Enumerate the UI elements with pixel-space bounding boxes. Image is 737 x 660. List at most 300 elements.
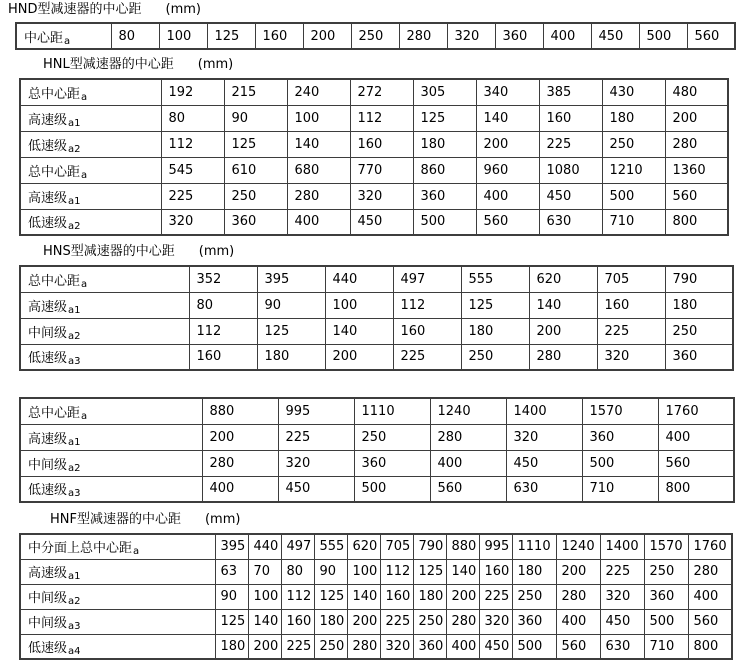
- row-label-subscript: a2: [68, 462, 81, 474]
- section-title-text: HNF型减速器的中心距: [50, 512, 181, 527]
- row-label-subscript: a1: [68, 195, 81, 207]
- value-cell: 340: [476, 79, 539, 105]
- value-cell: 1760: [658, 398, 734, 424]
- row-label-subscript: a2: [68, 143, 81, 155]
- section-title-text: HNS型减速器的中心距: [43, 244, 175, 259]
- value-cell: 180: [257, 344, 325, 370]
- value-cell: 320: [597, 344, 665, 370]
- value-cell: 320: [350, 183, 413, 209]
- row-label-subscript: a: [81, 91, 88, 103]
- value-cell: 450: [479, 634, 512, 659]
- value-cell: 250: [224, 183, 287, 209]
- value-cell: 140: [476, 105, 539, 131]
- row-label-text: 中分面上总中心距: [28, 541, 133, 557]
- value-cell: 90: [224, 105, 287, 131]
- table-row: [20, 344, 733, 370]
- row-label-subscript: a: [81, 169, 88, 181]
- row-label-subscript: a4: [68, 645, 81, 657]
- value-cell: 140: [446, 559, 479, 584]
- row-label: [20, 609, 215, 634]
- row-label-subscript: a2: [68, 221, 81, 233]
- value-cell: 1400: [600, 534, 644, 559]
- value-cell: 1110: [512, 534, 556, 559]
- row-label: [20, 292, 189, 318]
- value-cell: 1570: [644, 534, 688, 559]
- value-cell: 280: [399, 23, 447, 49]
- value-cell: 200: [347, 609, 380, 634]
- row-label-text: 中间级: [28, 591, 68, 606]
- value-cell: 320: [479, 609, 512, 634]
- value-cell: 80: [189, 292, 257, 318]
- value-cell: 180: [512, 559, 556, 584]
- table-row: [20, 634, 732, 659]
- value-cell: 160: [539, 105, 602, 131]
- table-row: [20, 292, 733, 318]
- value-cell: 100: [159, 23, 207, 49]
- value-cell: 250: [461, 344, 529, 370]
- value-cell: 225: [600, 559, 644, 584]
- value-cell: 497: [393, 266, 461, 292]
- table-row: [20, 450, 734, 476]
- row-label-subscript: a1: [68, 436, 81, 448]
- row-label-text: 低速级: [28, 216, 68, 232]
- row-label-text: 总中心距: [28, 164, 81, 180]
- value-cell: 995: [479, 534, 512, 559]
- table-row: [20, 157, 728, 183]
- value-cell: 180: [461, 318, 529, 344]
- value-cell: 360: [224, 209, 287, 235]
- row-label-text: 中心距: [24, 30, 64, 46]
- value-cell: 560: [556, 634, 600, 659]
- row-label: [20, 450, 202, 476]
- value-cell: 360: [644, 584, 688, 609]
- value-cell: 360: [354, 450, 430, 476]
- row-label-text: 中间级: [28, 616, 68, 631]
- value-cell: 400: [476, 183, 539, 209]
- hnd-table: [15, 22, 736, 50]
- section-title-text: HNL型减速器的中心距: [43, 57, 174, 72]
- row-label-text: 总中心距: [28, 273, 81, 289]
- value-cell: 140: [287, 131, 350, 157]
- value-cell: 560: [658, 450, 734, 476]
- value-cell: 280: [446, 609, 479, 634]
- value-cell: 880: [446, 534, 479, 559]
- value-cell: 620: [347, 534, 380, 559]
- row-label: [20, 105, 161, 131]
- row-label-text: 低速级: [28, 138, 68, 154]
- value-cell: 80: [111, 23, 159, 49]
- value-cell: 225: [539, 131, 602, 157]
- value-cell: 555: [314, 534, 347, 559]
- hns-section-title: [43, 244, 737, 259]
- value-cell: 250: [644, 559, 688, 584]
- row-label-text: 总中心距: [28, 405, 81, 421]
- value-cell: 450: [506, 450, 582, 476]
- value-cell: 1760: [688, 534, 732, 559]
- value-cell: 710: [644, 634, 688, 659]
- value-cell: 620: [529, 266, 597, 292]
- value-cell: 770: [350, 157, 413, 183]
- value-cell: 160: [350, 131, 413, 157]
- value-cell: 250: [512, 584, 556, 609]
- value-cell: 250: [665, 318, 733, 344]
- value-cell: 320: [278, 450, 354, 476]
- value-cell: 680: [287, 157, 350, 183]
- value-cell: 880: [202, 398, 278, 424]
- value-cell: 225: [597, 318, 665, 344]
- section-title-unit: (mm): [165, 2, 201, 17]
- value-cell: 400: [658, 424, 734, 450]
- value-cell: 200: [446, 584, 479, 609]
- row-label-text: 中间级: [28, 325, 68, 341]
- value-cell: 400: [430, 450, 506, 476]
- value-cell: 450: [600, 609, 644, 634]
- value-cell: 140: [248, 609, 281, 634]
- value-cell: 125: [257, 318, 325, 344]
- hnf-table: [19, 533, 733, 660]
- value-cell: 180: [413, 131, 476, 157]
- value-cell: 360: [665, 344, 733, 370]
- row-label: [20, 131, 161, 157]
- value-cell: 250: [413, 609, 446, 634]
- value-cell: 180: [665, 292, 733, 318]
- value-cell: 500: [582, 450, 658, 476]
- value-cell: 225: [281, 634, 314, 659]
- row-label-text: 低速级: [28, 351, 68, 367]
- row-label-subscript: a1: [68, 571, 81, 582]
- value-cell: 200: [476, 131, 539, 157]
- value-cell: 80: [161, 105, 224, 131]
- table-row: [20, 266, 733, 292]
- value-cell: 450: [539, 183, 602, 209]
- value-cell: 90: [215, 584, 248, 609]
- row-label: [20, 424, 202, 450]
- value-cell: 790: [665, 266, 733, 292]
- value-cell: 225: [479, 584, 512, 609]
- value-cell: 125: [413, 559, 446, 584]
- value-cell: 280: [688, 559, 732, 584]
- value-cell: 305: [413, 79, 476, 105]
- value-cell: 180: [602, 105, 665, 131]
- value-cell: 360: [495, 23, 543, 49]
- value-cell: 630: [506, 476, 582, 502]
- value-cell: 112: [189, 318, 257, 344]
- value-cell: 215: [224, 79, 287, 105]
- value-cell: 400: [543, 23, 591, 49]
- value-cell: 112: [380, 559, 413, 584]
- row-label-text: 高速级: [28, 190, 68, 206]
- row-label-subscript: a2: [68, 330, 81, 342]
- row-label-subscript: a: [81, 278, 88, 290]
- value-cell: 400: [202, 476, 278, 502]
- value-cell: 280: [202, 450, 278, 476]
- value-cell: 320: [161, 209, 224, 235]
- row-label-text: 低速级: [28, 640, 68, 656]
- value-cell: 1570: [582, 398, 658, 424]
- value-cell: 320: [600, 584, 644, 609]
- table-row: [20, 183, 728, 209]
- table-row: [20, 398, 734, 424]
- value-cell: 1360: [665, 157, 728, 183]
- value-cell: 160: [281, 609, 314, 634]
- section-hns: [0, 244, 737, 371]
- value-cell: 560: [688, 609, 732, 634]
- table-row: [20, 209, 728, 235]
- value-cell: 480: [665, 79, 728, 105]
- document-page: [0, 2, 737, 660]
- row-label: [20, 634, 215, 659]
- value-cell: 1210: [602, 157, 665, 183]
- row-label: [20, 534, 215, 559]
- value-cell: 200: [556, 559, 600, 584]
- value-cell: 125: [224, 131, 287, 157]
- table-row: [20, 534, 732, 559]
- value-cell: 280: [347, 634, 380, 659]
- row-label: [20, 183, 161, 209]
- row-label-text: 高速级: [28, 112, 68, 128]
- value-cell: 200: [202, 424, 278, 450]
- value-cell: 385: [539, 79, 602, 105]
- value-cell: 395: [257, 266, 325, 292]
- row-label: [20, 79, 161, 105]
- value-cell: 320: [380, 634, 413, 659]
- value-cell: 112: [161, 131, 224, 157]
- value-cell: 160: [189, 344, 257, 370]
- row-label: [20, 476, 202, 502]
- value-cell: 360: [413, 634, 446, 659]
- row-label-subscript: a3: [68, 621, 81, 632]
- value-cell: 500: [602, 183, 665, 209]
- value-cell: 112: [350, 105, 413, 131]
- value-cell: 140: [325, 318, 393, 344]
- hnf-section-title: [50, 512, 737, 527]
- value-cell: 400: [688, 584, 732, 609]
- value-cell: 280: [665, 131, 728, 157]
- value-cell: 225: [161, 183, 224, 209]
- value-cell: 160: [380, 584, 413, 609]
- value-cell: 1080: [539, 157, 602, 183]
- value-cell: 500: [413, 209, 476, 235]
- value-cell: 80: [281, 559, 314, 584]
- value-cell: 860: [413, 157, 476, 183]
- value-cell: 630: [600, 634, 644, 659]
- value-cell: 705: [380, 534, 413, 559]
- value-cell: 250: [314, 634, 347, 659]
- row-label-text: 总中心距: [28, 86, 81, 102]
- value-cell: 710: [582, 476, 658, 502]
- row-label: [16, 23, 111, 49]
- value-cell: 225: [380, 609, 413, 634]
- value-cell: 560: [430, 476, 506, 502]
- value-cell: 160: [597, 292, 665, 318]
- table-row: [20, 584, 732, 609]
- value-cell: 450: [350, 209, 413, 235]
- value-cell: 995: [278, 398, 354, 424]
- value-cell: 545: [161, 157, 224, 183]
- row-label-subscript: a: [81, 410, 88, 422]
- section-title-unit: (mm): [198, 244, 235, 259]
- section-hnf: [0, 512, 737, 660]
- row-label: [20, 157, 161, 183]
- row-label: [20, 266, 189, 292]
- row-label: [20, 344, 189, 370]
- value-cell: 125: [215, 609, 248, 634]
- value-cell: 1240: [430, 398, 506, 424]
- value-cell: 560: [665, 183, 728, 209]
- value-cell: 140: [347, 584, 380, 609]
- value-cell: 500: [512, 634, 556, 659]
- value-cell: 192: [161, 79, 224, 105]
- value-cell: 560: [687, 23, 735, 49]
- value-cell: 280: [287, 183, 350, 209]
- row-label: [20, 559, 215, 584]
- row-label-subscript: a3: [68, 488, 81, 500]
- value-cell: 400: [446, 634, 479, 659]
- table-row: [20, 424, 734, 450]
- section-title-text: HND型减速器的中心距: [8, 2, 142, 17]
- value-cell: 1400: [506, 398, 582, 424]
- value-cell: 395: [215, 534, 248, 559]
- table-row: [20, 318, 733, 344]
- value-cell: 560: [476, 209, 539, 235]
- value-cell: 360: [512, 609, 556, 634]
- hns2-table: [19, 397, 735, 503]
- row-label: [20, 318, 189, 344]
- hnl-table: [19, 78, 729, 236]
- table-row: [20, 131, 728, 157]
- hnd-section-title: [8, 2, 737, 17]
- hnl-section-title: [43, 57, 737, 72]
- table-row: [20, 476, 734, 502]
- row-label-text: 低速级: [28, 483, 68, 499]
- value-cell: 705: [597, 266, 665, 292]
- value-cell: 500: [644, 609, 688, 634]
- value-cell: 100: [347, 559, 380, 584]
- section-title-unit: (mm): [204, 512, 241, 527]
- value-cell: 500: [354, 476, 430, 502]
- value-cell: 100: [325, 292, 393, 318]
- value-cell: 500: [639, 23, 687, 49]
- value-cell: 440: [325, 266, 393, 292]
- section-hns2: [0, 397, 737, 503]
- value-cell: 280: [430, 424, 506, 450]
- value-cell: 180: [215, 634, 248, 659]
- value-cell: 800: [688, 634, 732, 659]
- row-label: [20, 584, 215, 609]
- table-row: [16, 23, 735, 49]
- value-cell: 63: [215, 559, 248, 584]
- row-label-text: 高速级: [28, 431, 68, 447]
- row-label-text: 高速级: [28, 299, 68, 315]
- value-cell: 497: [281, 534, 314, 559]
- value-cell: 90: [257, 292, 325, 318]
- value-cell: 180: [314, 609, 347, 634]
- row-label-subscript: a1: [68, 117, 81, 129]
- value-cell: 450: [591, 23, 639, 49]
- row-label: [20, 398, 202, 424]
- value-cell: 555: [461, 266, 529, 292]
- value-cell: 280: [529, 344, 597, 370]
- value-cell: 100: [287, 105, 350, 131]
- value-cell: 1110: [354, 398, 430, 424]
- value-cell: 430: [602, 79, 665, 105]
- value-cell: 100: [248, 584, 281, 609]
- value-cell: 140: [529, 292, 597, 318]
- section-hnl: [0, 57, 737, 236]
- value-cell: 320: [506, 424, 582, 450]
- value-cell: 800: [658, 476, 734, 502]
- value-cell: 240: [287, 79, 350, 105]
- value-cell: 250: [602, 131, 665, 157]
- value-cell: 125: [207, 23, 255, 49]
- value-cell: 400: [287, 209, 350, 235]
- table-row: [20, 609, 732, 634]
- value-cell: 710: [602, 209, 665, 235]
- value-cell: 250: [354, 424, 430, 450]
- value-cell: 280: [556, 584, 600, 609]
- value-cell: 112: [393, 292, 461, 318]
- value-cell: 160: [255, 23, 303, 49]
- row-label-subscript: a: [64, 35, 71, 47]
- row-label-subscript: a3: [68, 356, 81, 368]
- value-cell: 320: [447, 23, 495, 49]
- value-cell: 125: [314, 584, 347, 609]
- row-label-text: 高速级: [28, 566, 68, 581]
- value-cell: 225: [393, 344, 461, 370]
- value-cell: 200: [665, 105, 728, 131]
- table-row: [20, 105, 728, 131]
- value-cell: 250: [351, 23, 399, 49]
- value-cell: 160: [479, 559, 512, 584]
- value-cell: 70: [248, 559, 281, 584]
- value-cell: 112: [281, 584, 314, 609]
- row-label: [20, 209, 161, 235]
- row-label-subscript: a: [133, 546, 140, 558]
- table-row: [20, 559, 732, 584]
- row-label-text: 中间级: [28, 457, 68, 473]
- value-cell: 440: [248, 534, 281, 559]
- value-cell: 125: [413, 105, 476, 131]
- value-cell: 200: [529, 318, 597, 344]
- row-label-subscript: a1: [68, 304, 81, 316]
- value-cell: 200: [303, 23, 351, 49]
- section-title-unit: (mm): [197, 57, 234, 72]
- value-cell: 90: [314, 559, 347, 584]
- row-label-subscript: a2: [68, 596, 81, 607]
- hns-table: [19, 265, 734, 371]
- value-cell: 1240: [556, 534, 600, 559]
- value-cell: 790: [413, 534, 446, 559]
- value-cell: 360: [582, 424, 658, 450]
- value-cell: 800: [665, 209, 728, 235]
- value-cell: 200: [248, 634, 281, 659]
- section-hnd: [0, 2, 737, 50]
- value-cell: 400: [556, 609, 600, 634]
- value-cell: 225: [278, 424, 354, 450]
- value-cell: 450: [278, 476, 354, 502]
- value-cell: 360: [413, 183, 476, 209]
- value-cell: 610: [224, 157, 287, 183]
- table-row: [20, 79, 728, 105]
- value-cell: 125: [461, 292, 529, 318]
- value-cell: 352: [189, 266, 257, 292]
- value-cell: 630: [539, 209, 602, 235]
- value-cell: 960: [476, 157, 539, 183]
- value-cell: 180: [413, 584, 446, 609]
- value-cell: 160: [393, 318, 461, 344]
- value-cell: 200: [325, 344, 393, 370]
- value-cell: 272: [350, 79, 413, 105]
